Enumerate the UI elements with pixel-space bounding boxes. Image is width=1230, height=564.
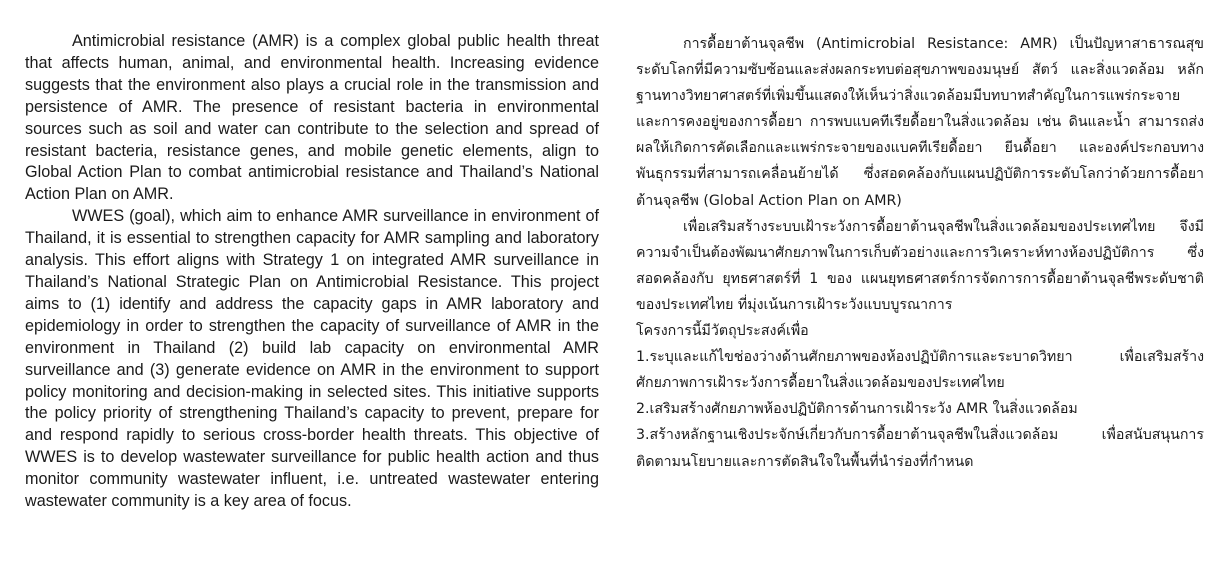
thai-paragraph-amr-overview: การดื้อยาต้านจุลชีพ (Antimicrobial Resistance: AMR) เป็นปัญหาสาธารณสุขระดับโลกที่มีความซับซ้อนและส่งผลกระทบต่อสุขภาพของมนุษย์ สัตว์ และสิ่งแวดล้อม หลักฐานทางวิทยาศาสตร์ที่เพิ่มขึ้นแสดงให้เห็นว่าสิ่งแวดล้อมมีบทบาทสำคัญในการแพร่กระจายและการคงอยู่ของการดื้อยา การพบแบคทีเรียดื้อยาในสิ่งแวดล้อม เช่น ดินและน้ำ สามารถส่งผลให้เกิดการคัดเลือกและแพร่กระจายของแบคทีเรียดื้อยา ยีนดื้อยา และองค์ประกอบทางพันธุกรรมที่สามารถเคลื่อนย้ายได้ ซึ่งสอดคล้องกับแผนปฏิบัติการระดับโลกว่าด้วยการดื้อยาต้านจุลชีพ (Global Action Plan on AMR): [636, 36, 1204, 209]
thai-column: [636, 31, 1204, 475]
thai-objectives-intro: โครงการนี้มีวัตถุประสงค์เพื่อ: [636, 323, 809, 340]
english-paragraph-amr-overview: Antimicrobial resistance (AMR) is a complex global public health threat that affects human, animal, and environmental health. Increasing evidence suggests that the environment also plays a crucial role in the transmission and persistence of AMR. The presence of resistant bacteria in environmental sources such as soil and water can contribute to the selection and spread of resistant bacteria, resistance genes, and mobile genetic elements, align to Global Action Plan to combat antimicrobial resistance and Thailand’s National Action Plan on AMR.: [25, 32, 599, 204]
english-paragraph-wwes-goal: WWES (goal), which aim to enhance AMR surveillance in environment of Thailand, it is essential to strengthen capacity for AMR sampling and laboratory analysis. This effort aligns with Strategy 1 on integrated AMR surveillance in Thailand’s National Strategic Plan on Antimicrobial Resistance. This project aims to (1) identify and address the capacity gaps in AMR laboratory and epidemiology in order to strengthen the capacity of surveillance of AMR in the environment in Thailand (2) build lab capacity on environmental AMR surveillance and (3) generate evidence on AMR in the environment to support policy monitoring and decision-making in selected sites. This initiative supports the policy priority of strengthening Thailand’s capacity to prevent, prepare for and respond rapidly to serious cross-border health threats. This objective of WWES is to develop wastewater surveillance for public health action and thus monitor community wastewater influent, i.e. untreated wastewater entering wastewater community is a key area of focus.: [25, 207, 599, 511]
thai-objective-item: 3.สร้างหลักฐานเชิงประจักษ์เกี่ยวกับการดื้อยาต้านจุลชีพในสิ่งแวดล้อม เพื่อสนับสนุนการติดตามนโยบายและการตัดสินใจในพื้นที่นำร่องที่กำหนด: [636, 427, 1204, 470]
thai-objective-item: 2.เสริมสร้างศักยภาพห้องปฏิบัติการด้านการเฝ้าระวัง AMR ในสิ่งแวดล้อม: [636, 401, 1078, 418]
thai-paragraph-surveillance: เพื่อเสริมสร้างระบบเฝ้าระวังการดื้อยาต้านจุลชีพในสิ่งแวดล้อมของประเทศไทย จึงมีความจำเป็นต้องพัฒนาศักยภาพในการเก็บตัวอย่างและการวิเคราะห์ทางห้องปฏิบัติการ ซึ่งสอดคล้องกับ ยุทธศาสตร์ที่ 1 ของ แผนยุทธศาสตร์การจัดการการดื้อยาต้านจุลชีพระดับชาติของประเทศไทย ที่มุ่งเน้นการเฝ้าระวังแบบบูรณาการ: [636, 218, 1204, 313]
english-column: [25, 31, 599, 513]
thai-objective-item: 1.ระบุและแก้ไขช่องว่างด้านศักยภาพของห้องปฏิบัติการและระบาดวิทยา เพื่อเสริมสร้างศักยภาพการเฝ้าระวังการดื้อยาในสิ่งแวดล้อมของประเทศไทย: [636, 349, 1204, 392]
thai-objectives-list: [636, 344, 1204, 474]
